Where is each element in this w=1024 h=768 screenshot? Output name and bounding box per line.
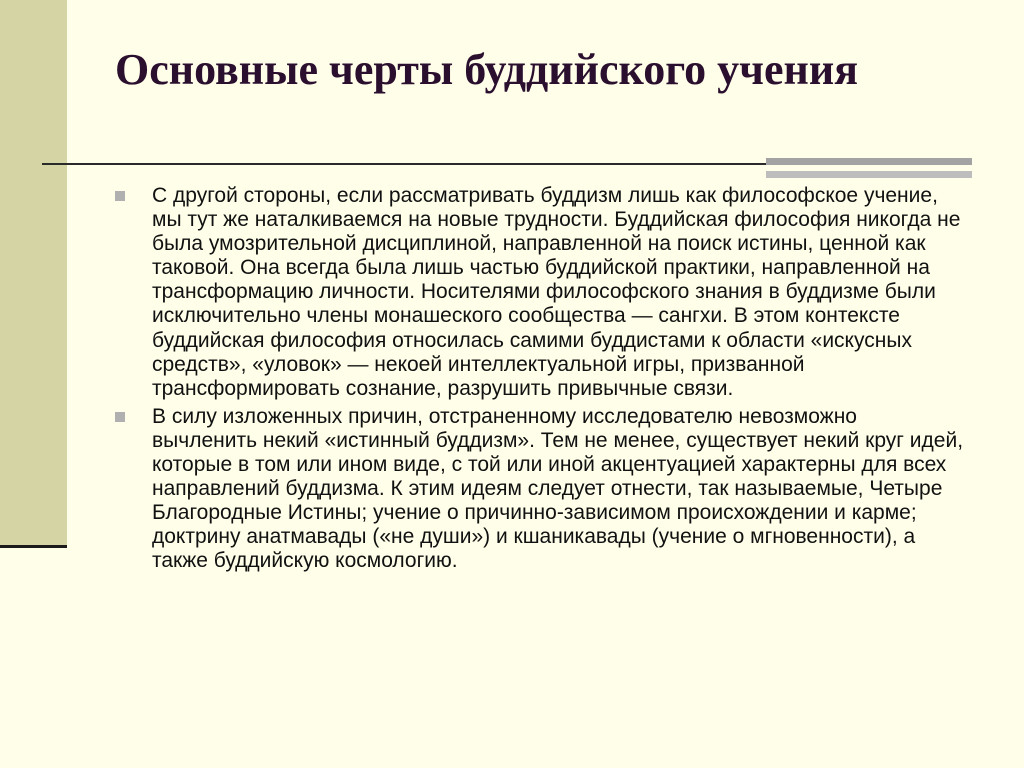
side-decor-panel xyxy=(0,0,67,548)
side-decor-rule xyxy=(0,545,67,548)
accent-stripe-top xyxy=(766,158,972,165)
bullet-item xyxy=(112,405,967,574)
bullet-text: С другой стороны, если рассматривать буддизм лишь как философское учение, мы тут же наталкиваемся на новые трудности. Буддийская философия никогда не была умозрительной дисциплиной, направленной на поиск истины, ценной как таковой. Она всегда была лишь частью буддийской практики, направленной на трансформацию личности. Носителями философского знания в буддизме были исключительно члены монашеского сообщества — сангхи. В этом контексте буддийская философия относилась самими буддистами к области «искусных средств», «уловок» — некоей интеллектуальной игры, призванной трансформировать сознание, разрушить привычные связи. xyxy=(152,184,961,400)
square-bullet-icon xyxy=(115,191,125,201)
square-bullet-icon xyxy=(115,412,125,422)
bullet-item xyxy=(112,184,967,401)
bullet-text: В силу изложенных причин, отстраненному исследователю невозможно вычленить некий «истинный буддизм». Тем не менее, существует некий круг идей, которые в том или ином виде, с той или иной акцентуацией характерны для всех направлений буддизма. К этим идеям следует отнести, так называемые, Четыре Благородные Истины; учение о причинно-зависимом происхождении и карме; доктрину анатмавады («не души») и кшаникавады (учение о мгновенности), а также буддийскую космологию. xyxy=(152,404,964,573)
slide-title: Основные черты буддийского учения xyxy=(115,45,859,94)
bullet-list xyxy=(112,184,967,578)
accent-stripes xyxy=(766,158,972,178)
accent-stripe-bottom xyxy=(766,171,972,178)
